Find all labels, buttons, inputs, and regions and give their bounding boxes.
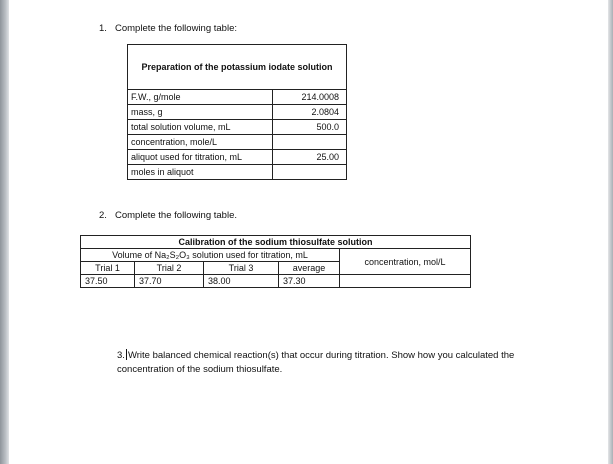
table1-caption: Preparation of the potassium iodate solution <box>128 45 347 90</box>
table1-value-concentration[interactable] <box>273 135 347 150</box>
table2-header-average: average <box>279 262 340 275</box>
table1-label-concentration: concentration, mole/L <box>128 135 273 150</box>
table1-value-volume[interactable]: 500.0 <box>273 120 347 135</box>
question-1 <box>99 23 237 34</box>
question-3-continued <box>117 364 282 375</box>
table2-volume-label: Volume of Na₂S₂O₃ solution used for titration, mL <box>81 249 340 262</box>
question-1-number: 1. <box>99 23 107 34</box>
table1-value-aliquot[interactable]: 25.00 <box>273 150 347 165</box>
table-row <box>128 90 347 105</box>
table2-value-trial-2[interactable]: 37.70 <box>135 275 204 288</box>
table2-value-trial-1[interactable]: 37.50 <box>81 275 135 288</box>
table2-value-concentration[interactable] <box>340 275 471 288</box>
question-3-number: 3. <box>117 350 125 361</box>
table2-volume-row <box>81 249 471 262</box>
table1-label-moles: moles in aliquot <box>128 165 273 180</box>
table2-value-trial-3[interactable]: 38.00 <box>204 275 279 288</box>
question-2-number: 2. <box>99 210 107 221</box>
table1-value-moles[interactable] <box>273 165 347 180</box>
table1-label-aliquot: aliquot used for titration, mL <box>128 150 273 165</box>
table2-concentration-label: concentration, mol/L <box>340 249 471 275</box>
table-row <box>128 135 347 150</box>
table-row <box>81 275 471 288</box>
potassium-iodate-table <box>127 44 347 180</box>
text-cursor <box>126 349 127 360</box>
table1-value-fw[interactable]: 214.0008 <box>273 90 347 105</box>
table-row <box>128 120 347 135</box>
question-2-text: Complete the following table. <box>115 210 237 221</box>
question-1-text: Complete the following table: <box>115 23 237 34</box>
window-left-edge <box>0 0 9 464</box>
table-row <box>128 165 347 180</box>
table1-label-fw: F.W., g/mole <box>128 90 273 105</box>
table2-header-trial-3: Trial 3 <box>204 262 279 275</box>
table1-label-volume: total solution volume, mL <box>128 120 273 135</box>
question-2 <box>99 210 237 221</box>
table2-header-trial-2: Trial 2 <box>135 262 204 275</box>
thiosulfate-calibration-table <box>80 235 471 288</box>
table1-label-mass: mass, g <box>128 105 273 120</box>
question-3-line-1: Write balanced chemical reaction(s) that occur during titration. Show how you calculated the <box>127 350 515 361</box>
table-row <box>128 150 347 165</box>
table2-title: Calibration of the sodium thiosulfate solution <box>81 236 471 249</box>
table1-caption-row <box>128 45 347 90</box>
question-3 <box>117 349 514 361</box>
window-right-edge <box>608 0 613 464</box>
question-3-line-2: concentration of the sodium thiosulfate. <box>117 364 283 375</box>
table2-title-row <box>81 236 471 249</box>
table-row <box>128 105 347 120</box>
table1-value-mass[interactable]: 2.0804 <box>273 105 347 120</box>
table2-header-trial-1: Trial 1 <box>81 262 135 275</box>
table2-value-average[interactable]: 37.30 <box>279 275 340 288</box>
